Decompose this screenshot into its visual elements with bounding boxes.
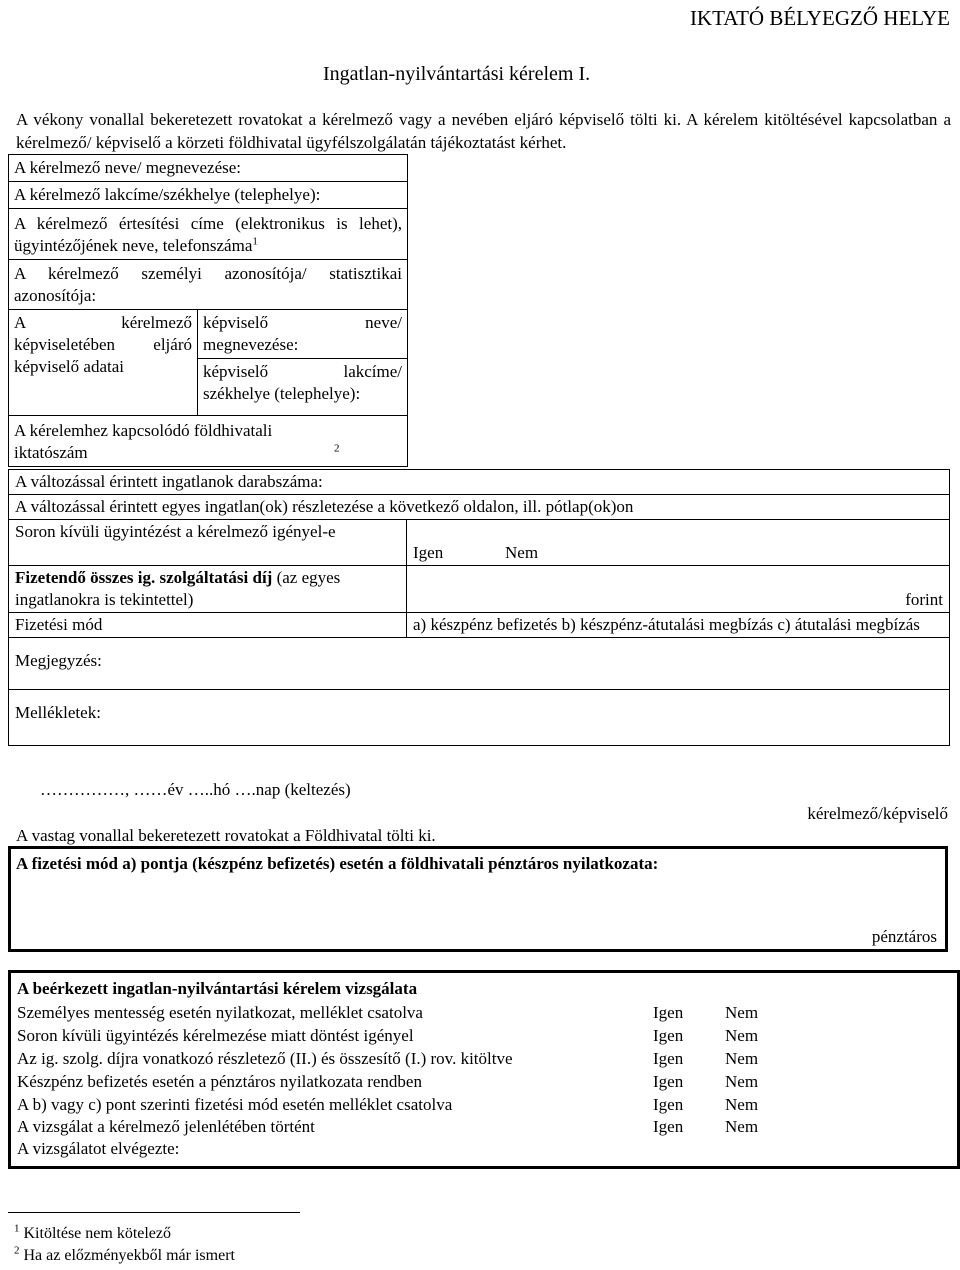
examiner-label: A vizsgálatot elvégezte: xyxy=(17,1139,180,1158)
exam-no-option[interactable]: Nem xyxy=(725,1072,759,1091)
property-detail-label: A változással érintett egyes ingatlan(ok) részletezése a következő oldalon, ill. pótlap(ok)on xyxy=(15,497,634,516)
exam-yes-option[interactable]: Igen xyxy=(653,1049,684,1068)
applicant-signature-label: kérelmező/képviselő xyxy=(807,804,948,823)
priority-question xyxy=(9,520,407,566)
office-note: A vastag vonallal bekeretezett rovatokat a Földhivatal tölti ki. xyxy=(16,826,436,845)
form-title: Ingatlan-nyilvántartási kérelem I. xyxy=(323,63,591,85)
examiner-row xyxy=(17,1139,947,1161)
footnote-2-text: Ha az előzményekből már ismert xyxy=(23,1247,235,1264)
cashier-declaration-box xyxy=(8,846,948,952)
examination-box xyxy=(8,970,960,1169)
fee-label-cell xyxy=(9,566,407,613)
fee-amount-field[interactable] xyxy=(407,566,950,613)
cashier-heading: A fizetési mód a) pontja (készpénz befizetés) esetén a földhivatali pénztáros nyilatkozata: xyxy=(16,854,659,873)
representative-group xyxy=(9,310,198,415)
footnote-2-number: 2 xyxy=(14,1244,20,1257)
property-section xyxy=(8,469,950,746)
payment-label: Fizetési mód xyxy=(15,615,103,634)
exam-row-question: A vizsgálat a kérelmező jelenlétében történt xyxy=(17,1117,315,1136)
representative-address-field[interactable] xyxy=(198,359,408,416)
exam-yes-option[interactable]: Igen xyxy=(653,1026,684,1045)
representative-name-label: képviselő neve/ megnevezése: xyxy=(203,313,402,354)
applicant-section xyxy=(8,154,950,467)
applicant-id-label: A kérelmező személyi azonosítója/ statisztikai azonosítója: xyxy=(14,264,402,305)
exam-row xyxy=(17,1049,947,1071)
exam-row-question: Készpénz befizetés esetén a pénztáros nyilatkozata rendben xyxy=(17,1072,422,1091)
payment-label-cell xyxy=(9,613,407,638)
exam-no-option[interactable]: Nem xyxy=(725,1049,759,1068)
exam-no-option[interactable]: Nem xyxy=(725,1117,759,1136)
property-count-field[interactable] xyxy=(9,470,950,495)
exam-yes-option[interactable]: Igen xyxy=(653,1117,684,1136)
exam-row xyxy=(17,1117,947,1139)
fee-unit: forint xyxy=(905,590,943,609)
footnote-1-number: 1 xyxy=(14,1222,20,1235)
property-count-label: A változással érintett ingatlanok darabszáma: xyxy=(15,472,323,491)
reference-number-field[interactable] xyxy=(9,416,408,467)
exam-row xyxy=(17,1003,947,1025)
fee-label-bold: Fizetendő összes ig. szolgáltatási díj xyxy=(15,568,273,587)
attachments-label: Mellékletek: xyxy=(15,703,101,722)
representative-group-label: A kérelmező képviseletében eljáró képviselő adatai xyxy=(14,313,192,376)
applicant-id-field[interactable] xyxy=(9,260,408,310)
footnote-separator xyxy=(8,1212,300,1213)
priority-choice[interactable] xyxy=(407,520,950,566)
representative-address-label: képviselő lakcíme/ székhelye (telephelye): xyxy=(203,362,402,403)
footnote-1-text: Kitöltése nem kötelező xyxy=(23,1225,172,1242)
exam-yes-option[interactable]: Igen xyxy=(653,1095,684,1114)
exam-yes-option[interactable]: Igen xyxy=(653,1072,684,1091)
date-line: ……………, ……év …..hó ….nap (keltezés) xyxy=(40,780,351,799)
applicant-name-field[interactable] xyxy=(9,155,408,182)
exam-no-option[interactable]: Nem xyxy=(725,1095,759,1114)
applicant-address-field[interactable] xyxy=(9,182,408,209)
footnote-1 xyxy=(14,1224,171,1243)
property-detail-row xyxy=(9,495,950,520)
applicant-contact-field[interactable] xyxy=(9,209,408,260)
priority-label: Soron kívüli ügyintézést a kérelmező igényel-e xyxy=(15,522,336,541)
applicant-contact-label: A kérelmező értesítési címe (elektronikus is lehet), ügyintézőjének neve, telefonszáma xyxy=(14,214,402,255)
exam-no-option[interactable]: Nem xyxy=(725,1003,759,1022)
applicant-address-label: A kérelmező lakcíme/székhelye (telephelye): xyxy=(14,185,321,204)
exam-row-question: Személyes mentesség esetén nyilatkozat, melléklet csatolva xyxy=(17,1003,423,1022)
footnote-ref-1: 1 xyxy=(252,235,258,248)
examination-heading: A beérkezett ingatlan-nyilvántartási kérelem vizsgálata xyxy=(17,979,418,998)
exam-yes-option[interactable]: Igen xyxy=(653,1003,684,1022)
exam-row-question: Az ig. szolg. díjra vonatkozó részletező (II.) és összesítő (I.) rov. kitöltve xyxy=(17,1049,513,1068)
fee-label-rest: (az egyes ingatlanokra is tekintettel) xyxy=(15,568,341,609)
priority-no-option[interactable]: Nem xyxy=(505,543,539,562)
exam-row-question: A b) vagy c) pont szerinti fizetési mód esetén melléklet csatolva xyxy=(17,1095,453,1114)
footnote-2 xyxy=(14,1246,235,1265)
payment-options-field[interactable] xyxy=(407,613,950,638)
remark-label: Megjegyzés: xyxy=(15,651,102,670)
payment-options: a) készpénz befizetés b) készpénz-átutalási megbízás c) átutalási megbízás xyxy=(413,615,920,634)
exam-row xyxy=(17,1095,947,1117)
exam-row-question: Soron kívüli ügyintézés kérelmezése miatt döntést igényel xyxy=(17,1026,414,1045)
applicant-name-label: A kérelmező neve/ megnevezése: xyxy=(14,158,242,177)
exam-row xyxy=(17,1026,947,1048)
stamp-placeholder-label: IKTATÓ BÉLYEGZŐ HELYE xyxy=(689,6,950,30)
remark-field[interactable] xyxy=(9,638,950,690)
priority-yes-option[interactable]: Igen xyxy=(413,543,444,562)
reference-number-label: A kérelemhez kapcsolódó földhivatali iktatószám xyxy=(14,421,273,462)
exam-no-option[interactable]: Nem xyxy=(725,1026,759,1045)
attachments-field[interactable] xyxy=(9,690,950,746)
footnote-ref-2: 2 xyxy=(334,442,340,455)
exam-row xyxy=(17,1072,947,1094)
representative-name-field[interactable] xyxy=(198,310,408,359)
cashier-signature-label: pénztáros xyxy=(871,926,937,946)
intro-text: A vékony vonallal bekeretezett rovatokat a kérelmező vagy a nevében eljáró képviselő tölti ki. A kérelem kitöltésével kapcsolatban a kérelmező/ képviselő a körzeti földhivatal ügyfélszolgálatán tájékoztatást kérhet. xyxy=(16,110,951,152)
